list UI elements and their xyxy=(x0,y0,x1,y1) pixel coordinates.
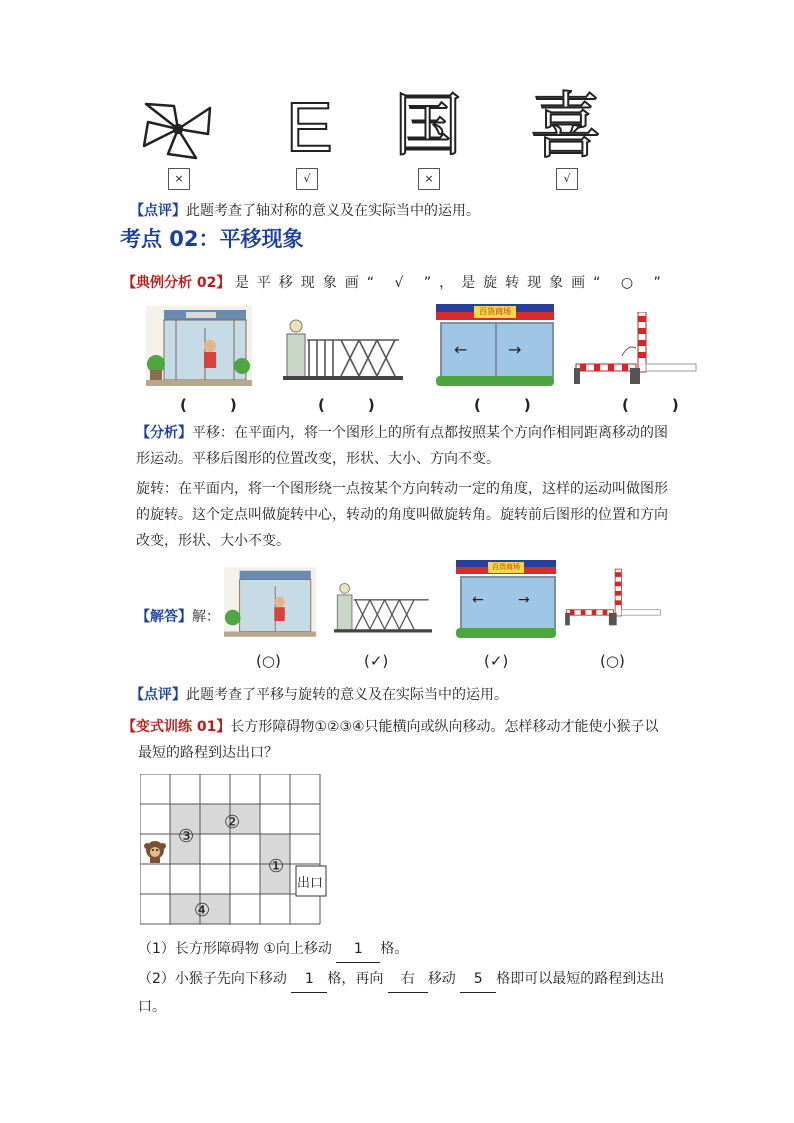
obstacle-1-label: ① xyxy=(268,856,285,877)
question-2-end: 口。 xyxy=(138,999,166,1015)
answer-mark-2: (✓) xyxy=(364,652,389,670)
analysis-p2b: 的旋转。这个定点叫做旋转中心，转动的角度叫做旋转角。旋转前后图形的位置和方向 xyxy=(136,507,668,523)
exit-label: 出口 xyxy=(297,876,324,891)
answer-text: 解： xyxy=(192,609,220,625)
section-title: 考点 02：平移现象 xyxy=(120,227,304,251)
exercise-line2: 最短的路程到达出口？ xyxy=(138,745,278,761)
q2-answer-3[interactable]: 5 xyxy=(460,966,496,993)
answer-shop-door-picture: 百货商场 ← → xyxy=(456,560,556,638)
review-1-tag: 【点评】 xyxy=(130,203,186,219)
q2-answer-1[interactable]: 1 xyxy=(291,966,327,993)
answer-label xyxy=(136,604,220,630)
q2-post: 格即可以最短的路程到达出 xyxy=(496,971,665,987)
mark-box-3: × xyxy=(418,168,440,190)
q2-mid1: 格，再向 xyxy=(327,971,388,987)
exercise-line1: 长方形障碍物①②③④只能横向或纵向移动。怎样移动才能使小猴子以 xyxy=(230,719,659,735)
analysis-tag: 【分析】 xyxy=(136,425,192,441)
q1-answer[interactable]: 1 xyxy=(336,936,380,963)
review-1 xyxy=(130,198,480,224)
answer-shop-sign: 百货商场 xyxy=(488,562,524,573)
q2-answer-2[interactable]: 右 xyxy=(388,966,428,993)
answer-barrier-gate-picture xyxy=(562,562,662,634)
answer-tag: 【解答】 xyxy=(136,609,192,625)
review-2-text: 此题考查了平移与旋转的意义及在实际当中的运用。 xyxy=(186,687,508,703)
shop-door-picture: 百货商场 ← → xyxy=(436,304,554,386)
question-1 xyxy=(138,936,408,963)
pinwheel-figure xyxy=(138,96,218,162)
puzzle-grid xyxy=(140,774,330,934)
review-2-tag: 【点评】 xyxy=(130,687,186,703)
mark-box-1: × xyxy=(168,168,190,190)
question-2 xyxy=(138,966,698,993)
review-1-text: 此题考查了轴对称的意义及在实际当中的运用。 xyxy=(186,203,480,219)
shop-sign: 百货商场 xyxy=(474,306,516,318)
answer-mark-1: (○) xyxy=(256,652,281,670)
revolving-door-picture xyxy=(146,306,252,386)
q1-pre: （1）长方形障碍物 ①向上移动 xyxy=(138,941,337,957)
analysis-p1b: 形运动。平移后图形的位置改变，形状、大小、方向不变。 xyxy=(136,451,500,467)
puzzle-grid-svg xyxy=(140,774,330,930)
analysis-p1a: 平移：在平面内，将一个图形上的所有点都按照某个方向作相同距离移动的图 xyxy=(192,425,668,441)
example-blank-3[interactable]: ( ) xyxy=(474,396,545,414)
example-blank-4[interactable]: ( ) xyxy=(622,396,693,414)
answer-mark-3: (✓) xyxy=(484,652,509,670)
monkey-icon xyxy=(144,841,166,863)
example-header xyxy=(122,270,682,296)
analysis-p2c: 改变，形状、大小不变。 xyxy=(136,533,290,549)
q2-mid2: 移动 xyxy=(427,971,461,987)
example-blank-1[interactable]: ( ) xyxy=(180,396,251,414)
exercise-block xyxy=(122,714,682,766)
example-tag: 【典例分析 02】 xyxy=(122,275,231,291)
answer-mark-4: (○) xyxy=(600,652,625,670)
barrier-gate-picture xyxy=(570,312,698,386)
sliding-gate-picture xyxy=(283,318,403,382)
answer-sliding-gate-picture xyxy=(334,578,432,638)
analysis-p2a: 旋转：在平面内，将一个图形绕一点按某个方向转动一定的角度，这样的运动叫做图形 xyxy=(136,481,668,497)
char-xi-figure: 喜 xyxy=(530,84,603,168)
answer-revolving-door-picture xyxy=(224,562,316,642)
obstacle-4-label: ④ xyxy=(194,900,211,921)
obstacle-2-label: ② xyxy=(224,812,241,833)
obstacle-3-label: ③ xyxy=(178,826,195,847)
mark-box-4: √ xyxy=(556,168,578,190)
char-guo-figure: 国 xyxy=(394,87,463,166)
example-blank-2[interactable]: ( ) xyxy=(318,396,389,414)
q2-pre: （2）小猴子先向下移动 xyxy=(138,971,292,987)
letter-e-figure: E xyxy=(286,88,333,166)
mark-box-2: √ xyxy=(296,168,318,190)
analysis-block xyxy=(136,420,696,554)
example-text: 是平移现象画“ √ ”，是旋转现象画“ ○ ” xyxy=(234,275,669,291)
exercise-tag: 【变式训练 01】 xyxy=(122,719,231,735)
q1-post: 格。 xyxy=(380,941,409,957)
review-2 xyxy=(130,682,508,708)
